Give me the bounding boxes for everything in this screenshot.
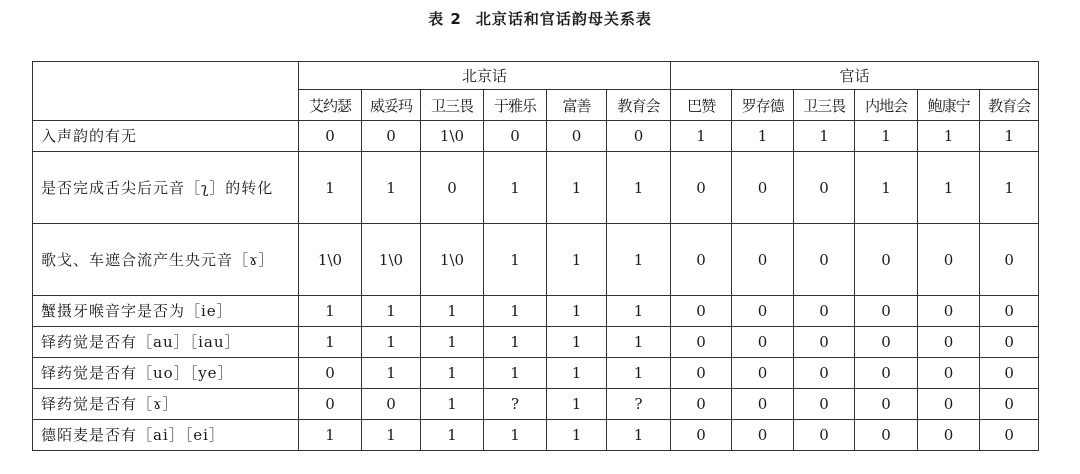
table-cell: 0 [794, 358, 855, 389]
table-cell: 0 [794, 152, 855, 224]
table-cell: 1 [484, 358, 547, 389]
table-cell: 1 [547, 152, 607, 224]
row-label: 是否完成舌尖后元音［ʅ］的转化 [33, 152, 299, 224]
table-row [33, 121, 1039, 152]
table-cell: 0 [918, 327, 980, 358]
row-label: 铎药觉是否有［uo］［ye］ [33, 358, 299, 389]
table-cell: 1 [855, 121, 918, 152]
row-label: 铎药觉是否有［ɤ］ [33, 389, 299, 420]
table-cell: 0 [794, 224, 855, 296]
table-cell: 0 [855, 224, 918, 296]
table-cell: 0 [484, 121, 547, 152]
group-header-beijing: 北京话 [299, 62, 671, 90]
table-cell: 1 [362, 152, 421, 224]
table-cell: 1 [484, 224, 547, 296]
table-cell: 0 [732, 327, 794, 358]
table-body [33, 121, 1039, 451]
table-cell: 0 [918, 224, 980, 296]
table-cell: 1 [299, 420, 362, 451]
table-cell: 1 [855, 152, 918, 224]
table-cell: 1\0 [299, 224, 362, 296]
table-cell: 1 [918, 152, 980, 224]
column-header: 教育会 [980, 90, 1039, 121]
column-header: 教育会 [607, 90, 671, 121]
table-cell: 1 [607, 296, 671, 327]
table-row [33, 224, 1039, 296]
table-cell: 0 [732, 152, 794, 224]
table-cell: 0 [980, 358, 1039, 389]
column-header: 艾约瑟 [299, 90, 362, 121]
table-row [33, 296, 1039, 327]
table-row [33, 327, 1039, 358]
table-cell: 0 [299, 358, 362, 389]
table-cell: 0 [855, 358, 918, 389]
table-cell: 1 [547, 358, 607, 389]
table-cell: 0 [362, 389, 421, 420]
row-label: 德陌麦是否有［ai］［ei］ [33, 420, 299, 451]
table-cell: 1 [421, 389, 484, 420]
table-cell: 1 [547, 224, 607, 296]
table-cell: 1\0 [362, 224, 421, 296]
table-cell: 1 [421, 296, 484, 327]
table-cell: 1 [607, 152, 671, 224]
table-cell: 0 [671, 224, 732, 296]
table-cell: 0 [918, 296, 980, 327]
table-cell: 0 [732, 296, 794, 327]
table-cell: 0 [855, 327, 918, 358]
row-label: 蟹摄牙喉音字是否为［ie］ [33, 296, 299, 327]
column-header: 威妥玛 [362, 90, 421, 121]
table-cell: 0 [671, 152, 732, 224]
table-cell: 1 [299, 152, 362, 224]
table-cell: 1 [484, 152, 547, 224]
table-cell: 0 [918, 420, 980, 451]
table-cell: 1 [547, 327, 607, 358]
table-cell: ? [484, 389, 547, 420]
table-cell: 1 [607, 224, 671, 296]
column-header: 富善 [547, 90, 607, 121]
table-cell: 0 [794, 420, 855, 451]
table-cell: 0 [671, 296, 732, 327]
table-cell: 1 [918, 121, 980, 152]
table-title: 北京话和官话韵母关系表 [475, 10, 652, 28]
row-label: 铎药觉是否有［au］［iau］ [33, 327, 299, 358]
table-cell: 1 [421, 358, 484, 389]
table-cell: 1 [484, 420, 547, 451]
table-cell: 1 [484, 296, 547, 327]
table-cell: 0 [732, 358, 794, 389]
table-cell: 1 [299, 296, 362, 327]
table-cell: 0 [918, 389, 980, 420]
column-header: 卫三畏 [794, 90, 855, 121]
table-cell: 1 [547, 296, 607, 327]
comparison-table [32, 61, 1039, 451]
table-row [33, 358, 1039, 389]
table-cell: 1 [421, 420, 484, 451]
table-cell: 1 [362, 420, 421, 451]
table-cell: 1 [547, 420, 607, 451]
table-cell: 0 [980, 420, 1039, 451]
table-cell: 0 [855, 389, 918, 420]
table-row [33, 389, 1039, 420]
table-cell: 1 [547, 389, 607, 420]
table-cell: 0 [607, 121, 671, 152]
table-cell: 1 [299, 327, 362, 358]
table-cell: 1 [980, 152, 1039, 224]
column-header: 卫三畏 [421, 90, 484, 121]
table-cell: 1 [794, 121, 855, 152]
table-cell: 0 [671, 420, 732, 451]
table-caption [0, 8, 1080, 29]
table-cell: 1 [362, 296, 421, 327]
column-header: 罗存德 [732, 90, 794, 121]
table-cell: 0 [732, 420, 794, 451]
table-row [33, 420, 1039, 451]
column-header: 鲍康宁 [918, 90, 980, 121]
table-cell: 1 [607, 358, 671, 389]
table-cell: 0 [980, 327, 1039, 358]
table-cell: 0 [671, 358, 732, 389]
table-cell: 1 [607, 420, 671, 451]
table-cell: 0 [421, 152, 484, 224]
table-cell: 1 [362, 358, 421, 389]
table-cell: 1 [484, 327, 547, 358]
column-header: 巴赞 [671, 90, 732, 121]
row-label: 歌戈、车遮合流产生央元音［ɤ］ [33, 224, 299, 296]
table-cell: 1 [980, 121, 1039, 152]
table-cell: 0 [980, 296, 1039, 327]
table-cell: 0 [794, 327, 855, 358]
table-cell: ? [607, 389, 671, 420]
table-cell: 0 [918, 358, 980, 389]
table-cell: 0 [855, 420, 918, 451]
corner-cell [33, 62, 299, 121]
table-cell: 1 [421, 327, 484, 358]
table-cell: 0 [732, 389, 794, 420]
table-cell: 1\0 [421, 121, 484, 152]
group-header-guanhua: 官话 [671, 62, 1039, 90]
table-cell: 0 [980, 389, 1039, 420]
table-number: 表 2 [428, 10, 462, 28]
table-cell: 0 [299, 389, 362, 420]
table-cell: 0 [671, 327, 732, 358]
table-cell: 1 [362, 327, 421, 358]
table-cell: 0 [794, 296, 855, 327]
table-cell: 1\0 [421, 224, 484, 296]
column-header: 于雅乐 [484, 90, 547, 121]
table-row [33, 152, 1039, 224]
row-label: 入声韵的有无 [33, 121, 299, 152]
table-cell: 0 [794, 389, 855, 420]
table-cell: 0 [362, 121, 421, 152]
column-header: 内地会 [855, 90, 918, 121]
table-cell: 1 [732, 121, 794, 152]
table-cell: 1 [671, 121, 732, 152]
table-cell: 0 [855, 296, 918, 327]
table-cell: 0 [980, 224, 1039, 296]
table-cell: 0 [547, 121, 607, 152]
table-cell: 1 [607, 327, 671, 358]
table-cell: 0 [299, 121, 362, 152]
table-cell: 0 [671, 389, 732, 420]
table-cell: 0 [732, 224, 794, 296]
